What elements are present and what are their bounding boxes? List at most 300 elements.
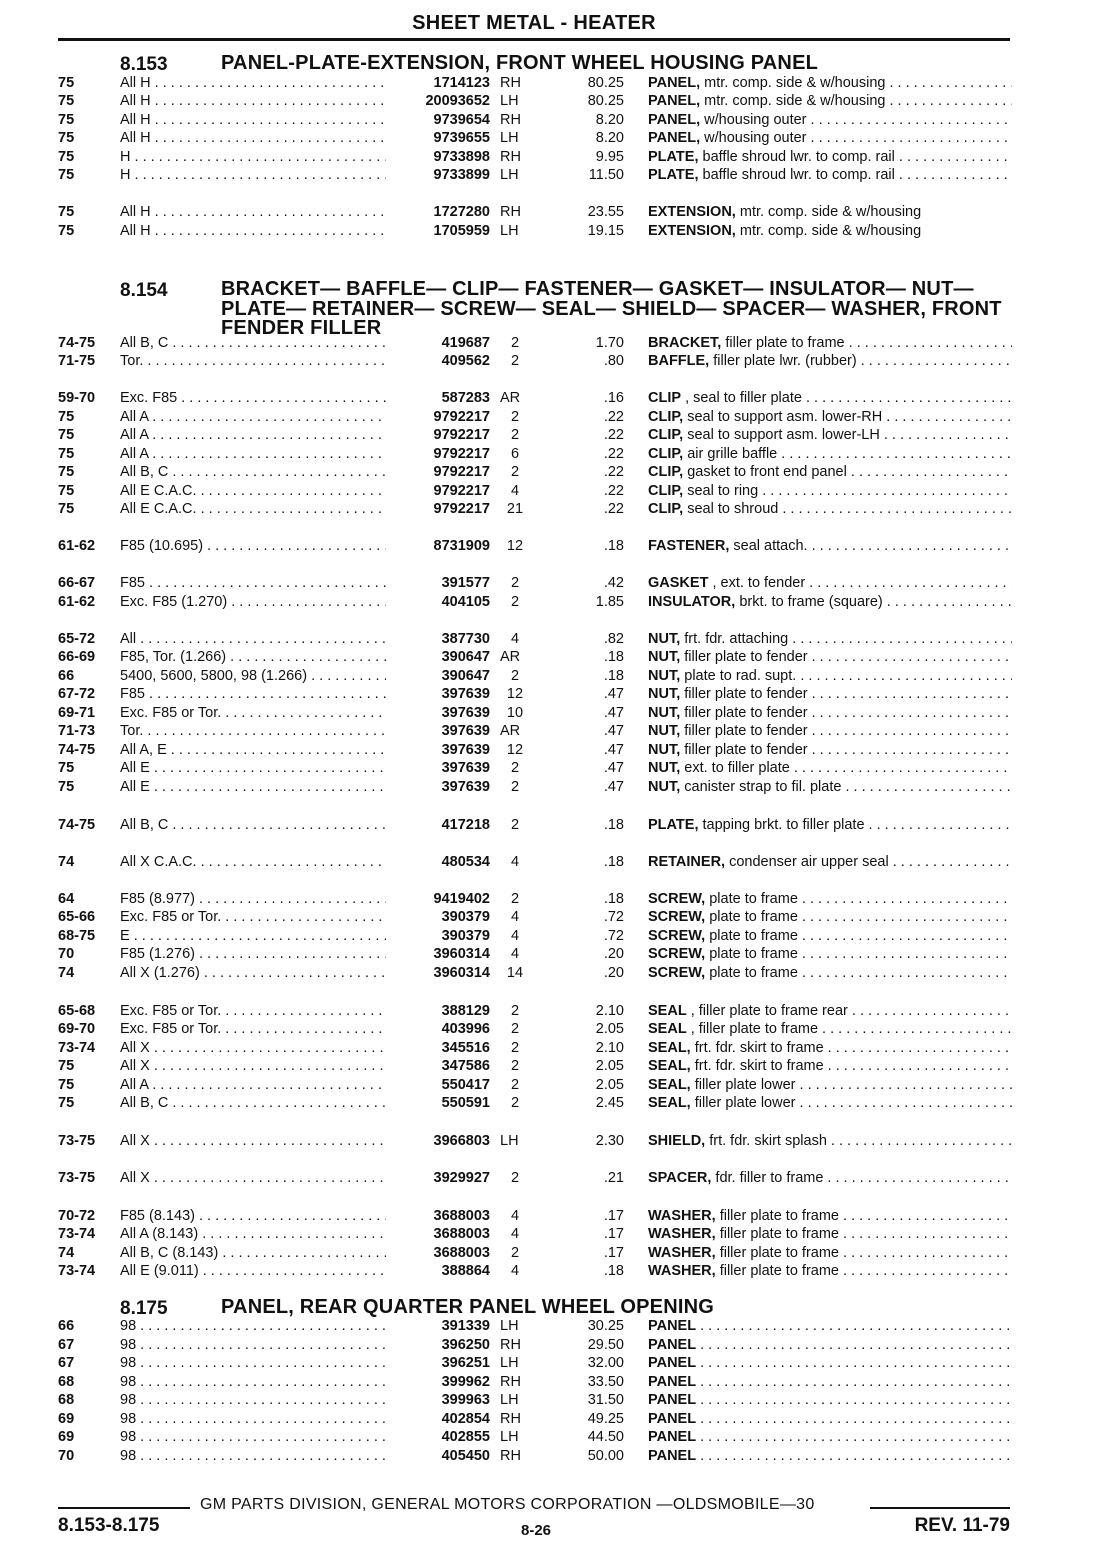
part-number: 550591 (441, 1095, 490, 1111)
quantity: 2 (510, 1021, 520, 1037)
year-range: 66-69 (58, 649, 96, 665)
model-applicability: All A . . . (120, 1076, 386, 1094)
year-range: 68-75 (58, 928, 96, 944)
year-range: 73-74 (58, 1040, 96, 1056)
part-description: filler plate to frame . . . (725, 335, 1012, 351)
quantity: LH (500, 223, 519, 239)
part-name: SCREW, (648, 909, 706, 925)
model-applicability: All X . . . (120, 1039, 386, 1057)
part-description (700, 1318, 1012, 1334)
footer-rule-left (58, 1507, 190, 1509)
part-name: PANEL (648, 1374, 697, 1390)
year-range: 75 (58, 760, 75, 776)
year-range: 67 (58, 1355, 75, 1371)
part-description: , filler plate to frame . . . (691, 1021, 1012, 1037)
quantity: 2 (510, 779, 520, 795)
part-number: 397639 (441, 723, 490, 739)
part-number: 402855 (441, 1429, 490, 1445)
part-name: SHIELD, (648, 1133, 706, 1149)
part-name: NUT, (648, 686, 681, 702)
year-range: 75 (58, 112, 75, 128)
part-row (0, 908, 1096, 926)
footer-section-range: 8.153-8.175 (58, 1515, 160, 1536)
part-number: 587283 (441, 390, 490, 406)
part-number: 397639 (441, 779, 490, 795)
model-applicability: 98 . . . (120, 1354, 386, 1372)
part-description (700, 1337, 1012, 1353)
year-range: 68 (58, 1392, 75, 1408)
footer-revision: REV. 11-79 (914, 1515, 1010, 1536)
description (648, 685, 1012, 703)
description (648, 759, 1012, 777)
year-range: 67-72 (58, 686, 96, 702)
part-description: frt. fdr. skirt to frame . . . (695, 1058, 1012, 1074)
description (648, 148, 1012, 166)
part-number: 345516 (441, 1040, 490, 1056)
part-number: 397639 (441, 686, 490, 702)
part-description (700, 1392, 1012, 1408)
part-number: 419687 (441, 335, 490, 351)
part-description: condenser air upper seal . . . (729, 854, 1012, 870)
part-number: 8731909 (433, 538, 490, 554)
part-name: CLIP, (648, 427, 684, 443)
part-description: filler plate to fender . . . (684, 686, 1012, 702)
part-row (0, 964, 1096, 982)
quantity: 2 (510, 575, 520, 591)
model-applicability: All B, C . . . (120, 463, 386, 481)
description (648, 853, 1012, 871)
part-row (0, 648, 1096, 666)
price: .17 (603, 1208, 624, 1224)
part-number: 3929927 (433, 1170, 490, 1186)
year-range: 75 (58, 483, 75, 499)
part-number: 9792217 (433, 501, 490, 517)
part-name: NUT, (648, 649, 681, 665)
price: .42 (603, 575, 624, 591)
year-range: 74 (58, 854, 75, 870)
part-number: 417218 (441, 817, 490, 833)
price: .20 (603, 946, 624, 962)
year-range: 75 (58, 167, 75, 183)
part-row (0, 1132, 1096, 1150)
part-description: filler plate to frame . . . (720, 1226, 1012, 1242)
year-range: 75 (58, 446, 75, 462)
year-range: 75 (58, 93, 75, 109)
quantity: 21 (506, 501, 524, 517)
price: 2.05 (595, 1077, 624, 1093)
part-description: fdr. filler to frame . . . (715, 1170, 1012, 1186)
description (648, 1002, 1012, 1020)
section-number: 8.154 (120, 280, 168, 301)
part-description: plate to frame . . . (709, 946, 1012, 962)
model-applicability: Exc. F85 or Tor. . . . (120, 1002, 386, 1020)
part-row (0, 445, 1096, 463)
price: .22 (603, 409, 624, 425)
part-row (0, 463, 1096, 481)
part-description: ext. to filler plate . . . (684, 760, 1012, 776)
quantity: 2 (510, 668, 520, 684)
part-name: CLIP, (648, 409, 684, 425)
model-applicability: All H . . . (120, 222, 386, 240)
part-row (0, 408, 1096, 426)
part-row (0, 1076, 1096, 1094)
part-name: CLIP, (648, 464, 684, 480)
part-row (0, 1244, 1096, 1262)
part-name: NUT, (648, 705, 681, 721)
part-number: 409562 (441, 353, 490, 369)
quantity: 6 (510, 446, 520, 462)
quantity: 2 (510, 1245, 520, 1261)
price: 8.20 (595, 112, 624, 128)
part-name: PANEL (648, 1318, 697, 1334)
part-row (0, 1428, 1096, 1446)
quantity: 10 (506, 705, 524, 721)
quantity: 2 (510, 1095, 520, 1111)
description (648, 1094, 1012, 1112)
year-range: 66 (58, 668, 75, 684)
part-number: 3960314 (433, 965, 490, 981)
description (648, 389, 1012, 407)
description (648, 463, 1012, 481)
part-number: 390647 (441, 649, 490, 665)
year-range: 75 (58, 464, 75, 480)
part-number: 1727280 (433, 204, 490, 220)
part-row (0, 1039, 1096, 1057)
quantity: RH (500, 149, 521, 165)
price: 23.55 (587, 204, 624, 220)
part-number: 1714123 (433, 75, 490, 91)
part-description: mtr. comp. side & w/housing (739, 204, 922, 220)
part-row (0, 166, 1096, 184)
price: 32.00 (587, 1355, 624, 1371)
year-range: 75 (58, 204, 75, 220)
part-row (0, 1317, 1096, 1335)
model-applicability: All X (1.276) . . . (120, 964, 386, 982)
price: .18 (603, 538, 624, 554)
model-applicability: 98 . . . (120, 1428, 386, 1446)
year-range: 75 (58, 501, 75, 517)
part-description: frt. fdr. attaching . . . (684, 631, 1012, 647)
part-row (0, 1094, 1096, 1112)
price: .16 (603, 390, 624, 406)
price: .22 (603, 501, 624, 517)
part-number: 1705959 (433, 223, 490, 239)
part-name: PLATE, (648, 167, 699, 183)
part-name: SEAL, (648, 1077, 691, 1093)
part-name: PANEL, (648, 93, 701, 109)
year-range: 61-62 (58, 594, 96, 610)
part-name: PANEL, (648, 130, 701, 146)
description (648, 1262, 1012, 1280)
quantity: 12 (506, 686, 524, 702)
model-applicability: Exc. F85 (1.270) . . . (120, 593, 386, 611)
part-name: PLATE, (648, 817, 699, 833)
part-description: filler plate to fender . . . (684, 649, 1012, 665)
part-row (0, 352, 1096, 370)
year-range: 75 (58, 779, 75, 795)
year-range: 69 (58, 1411, 75, 1427)
part-number: 20093652 (425, 93, 490, 109)
price: 2.05 (595, 1058, 624, 1074)
part-name: NUT, (648, 760, 681, 776)
part-name: NUT, (648, 631, 681, 647)
part-description: baffle shroud lwr. to comp. rail . . . (703, 149, 1012, 165)
part-number: 550417 (441, 1077, 490, 1093)
part-number: 9792217 (433, 427, 490, 443)
part-description: plate to rad. supt. . . . (684, 668, 1012, 684)
model-applicability: F85 . . . (120, 685, 386, 703)
part-name: SEAL (648, 1021, 687, 1037)
price: .22 (603, 483, 624, 499)
quantity: 2 (510, 891, 520, 907)
description (648, 778, 1012, 796)
part-number: 9792217 (433, 446, 490, 462)
part-name: SCREW, (648, 928, 706, 944)
part-name: SEAL (648, 1003, 687, 1019)
description (648, 1020, 1012, 1038)
price: 2.45 (595, 1095, 624, 1111)
quantity: 2 (510, 353, 520, 369)
part-name: SCREW, (648, 891, 706, 907)
price: 33.50 (587, 1374, 624, 1390)
title-rule (58, 38, 1010, 41)
part-name: SEAL, (648, 1058, 691, 1074)
part-name: BAFFLE, (648, 353, 710, 369)
description (648, 1225, 1012, 1243)
part-row (0, 574, 1096, 592)
description (648, 222, 1012, 240)
part-description (700, 1411, 1012, 1427)
part-row (0, 853, 1096, 871)
part-number: 397639 (441, 742, 490, 758)
part-name: SCREW, (648, 965, 706, 981)
part-name: PANEL (648, 1411, 697, 1427)
quantity: 4 (510, 854, 520, 870)
year-range: 61-62 (58, 538, 96, 554)
price: .17 (603, 1245, 624, 1261)
quantity: 2 (510, 427, 520, 443)
description (648, 1244, 1012, 1262)
part-description: filler plate to fender . . . (684, 705, 1012, 721)
part-name: SCREW, (648, 946, 706, 962)
year-range: 69-71 (58, 705, 96, 721)
part-row (0, 630, 1096, 648)
price: .22 (603, 464, 624, 480)
quantity: 2 (510, 1003, 520, 1019)
year-range: 74 (58, 965, 75, 981)
model-applicability: All B, C . . . (120, 334, 386, 352)
year-range: 75 (58, 427, 75, 443)
part-row (0, 722, 1096, 740)
quantity: RH (500, 1374, 521, 1390)
part-description: plate to frame . . . (709, 891, 1012, 907)
year-range: 70 (58, 946, 75, 962)
model-applicability: 5400, 5600, 5800, 98 (1.266) . . . (120, 667, 386, 685)
year-range: 66 (58, 1318, 75, 1334)
quantity: 4 (510, 483, 520, 499)
quantity: 2 (510, 1058, 520, 1074)
quantity: LH (500, 1392, 519, 1408)
model-applicability: All H . . . (120, 203, 386, 221)
part-row (0, 890, 1096, 908)
part-name: SEAL, (648, 1040, 691, 1056)
price: .47 (603, 686, 624, 702)
description (648, 92, 1012, 110)
price: .22 (603, 427, 624, 443)
section-number: 8.153 (120, 54, 168, 75)
description (648, 964, 1012, 982)
part-description: tapping brkt. to filler plate . . . (703, 817, 1012, 833)
year-range: 68 (58, 1374, 75, 1390)
part-number: 399962 (441, 1374, 490, 1390)
description (648, 1169, 1012, 1187)
description (648, 945, 1012, 963)
part-name: PANEL (648, 1355, 697, 1371)
year-range: 67 (58, 1337, 75, 1353)
year-range: 73-75 (58, 1133, 96, 1149)
part-number: 347586 (441, 1058, 490, 1074)
quantity: 4 (510, 928, 520, 944)
description (648, 816, 1012, 834)
part-number: 399963 (441, 1392, 490, 1408)
description (648, 1336, 1012, 1354)
model-applicability: 98 . . . (120, 1391, 386, 1409)
price: 80.25 (587, 93, 624, 109)
part-description: , ext. to fender . . . (712, 575, 1012, 591)
price: 50.00 (587, 1448, 624, 1464)
part-number: 3966803 (433, 1133, 490, 1149)
year-range: 74-75 (58, 817, 96, 833)
price: .18 (603, 668, 624, 684)
year-range: 69 (58, 1429, 75, 1445)
model-applicability: All E . . . (120, 778, 386, 796)
part-number: 405450 (441, 1448, 490, 1464)
description (648, 648, 1012, 666)
year-range: 74 (58, 1245, 75, 1261)
part-description: mtr. comp. side & w/housing . . . (704, 93, 1012, 109)
quantity: 2 (510, 464, 520, 480)
part-description: filler plate lwr. (rubber) . . . (713, 353, 1012, 369)
description (648, 908, 1012, 926)
part-number: 391339 (441, 1318, 490, 1334)
part-description: canister strap to fil. plate . . . (684, 779, 1012, 795)
model-applicability: 98 . . . (120, 1447, 386, 1465)
model-applicability: F85 (1.276) . . . (120, 945, 386, 963)
price: .80 (603, 353, 624, 369)
part-description: mtr. comp. side & w/housing (739, 223, 922, 239)
part-row (0, 1002, 1096, 1020)
part-description: gasket to front end panel . . . (687, 464, 1012, 480)
quantity: 2 (510, 760, 520, 776)
model-applicability: 98 . . . (120, 1373, 386, 1391)
quantity: LH (500, 130, 519, 146)
year-range: 75 (58, 1095, 75, 1111)
part-row (0, 389, 1096, 407)
price: .18 (603, 891, 624, 907)
quantity: 2 (510, 1170, 520, 1186)
year-range: 69-70 (58, 1021, 96, 1037)
year-range: 75 (58, 75, 75, 91)
part-row (0, 1262, 1096, 1280)
model-applicability: All H . . . (120, 74, 386, 92)
part-row (0, 1057, 1096, 1075)
part-row (0, 500, 1096, 518)
quantity: RH (500, 1411, 521, 1427)
part-row (0, 148, 1096, 166)
price: .72 (603, 928, 624, 944)
model-applicability: All B, C . . . (120, 816, 386, 834)
price: .18 (603, 817, 624, 833)
price: 2.30 (595, 1133, 624, 1149)
price: .22 (603, 446, 624, 462)
description (648, 1057, 1012, 1075)
part-name: CLIP, (648, 446, 684, 462)
part-name: PANEL (648, 1337, 697, 1353)
year-range: 65-66 (58, 909, 96, 925)
model-applicability: 98 . . . (120, 1336, 386, 1354)
part-description: filler plate to frame . . . (720, 1208, 1012, 1224)
quantity: LH (500, 1133, 519, 1149)
model-applicability: Exc. F85 or Tor. . . . (120, 908, 386, 926)
year-range: 59-70 (58, 390, 96, 406)
part-description: filler plate to frame . . . (720, 1245, 1012, 1261)
price: .47 (603, 705, 624, 721)
year-range: 75 (58, 1058, 75, 1074)
part-number: 397639 (441, 760, 490, 776)
price: .72 (603, 909, 624, 925)
part-description: filler plate to frame . . . (720, 1263, 1012, 1279)
part-description: w/housing outer . . . (704, 112, 1012, 128)
part-name: WASHER, (648, 1263, 716, 1279)
model-applicability: F85 (10.695) . . . (120, 537, 386, 555)
year-range: 75 (58, 130, 75, 146)
price: .18 (603, 649, 624, 665)
footer-rule-right (870, 1507, 1010, 1509)
quantity: 12 (506, 742, 524, 758)
price: 1.85 (595, 594, 624, 610)
price: .18 (603, 854, 624, 870)
price: 2.05 (595, 1021, 624, 1037)
part-name: PANEL, (648, 75, 701, 91)
model-applicability: All X . . . (120, 1132, 386, 1150)
quantity: LH (500, 1318, 519, 1334)
part-row (0, 1225, 1096, 1243)
model-applicability: All E C.A.C. . . . (120, 500, 386, 518)
quantity: RH (500, 112, 521, 128)
quantity: 12 (506, 538, 524, 554)
part-number: 3960314 (433, 946, 490, 962)
price: 49.25 (587, 1411, 624, 1427)
quantity: LH (500, 93, 519, 109)
quantity: LH (500, 1429, 519, 1445)
price: 2.10 (595, 1003, 624, 1019)
part-description: , seal to filler plate . . . (685, 390, 1012, 406)
part-description: plate to frame . . . (709, 909, 1012, 925)
footer-corporation: GM PARTS DIVISION, GENERAL MOTORS CORPORATION —OLDSMOBILE—30 (200, 1496, 815, 1513)
description (648, 927, 1012, 945)
part-description: seal to ring . . . (687, 483, 1012, 499)
part-number: 9739655 (433, 130, 490, 146)
year-range: 66-67 (58, 575, 96, 591)
model-applicability: Tor. . . . (120, 722, 386, 740)
part-row (0, 537, 1096, 555)
quantity: LH (500, 167, 519, 183)
part-number: 388864 (441, 1263, 490, 1279)
quantity: AR (500, 723, 521, 739)
part-row (0, 426, 1096, 444)
price: .82 (603, 631, 624, 647)
quantity: 4 (510, 1208, 520, 1224)
